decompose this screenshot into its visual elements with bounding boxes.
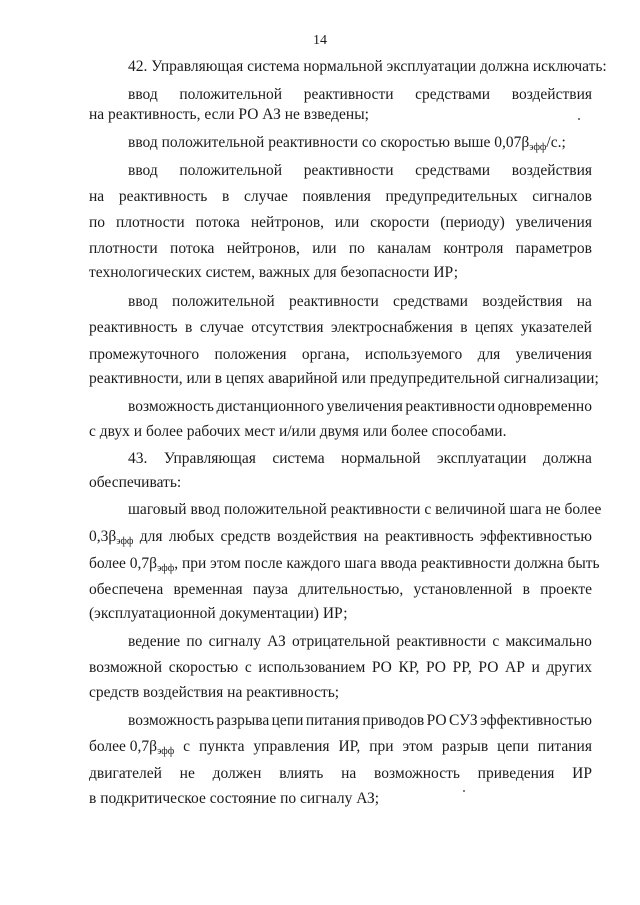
text-line bbox=[89, 737, 592, 762]
word: (эксплуатационной документации) ИР; bbox=[89, 605, 348, 622]
word: АЗ bbox=[267, 633, 286, 650]
word: влиять bbox=[279, 765, 324, 782]
text-line bbox=[128, 161, 592, 181]
word: РО bbox=[371, 659, 392, 676]
text-line bbox=[128, 85, 592, 105]
word: нормальной bbox=[341, 450, 421, 467]
text-line bbox=[89, 369, 599, 389]
text-line bbox=[89, 604, 348, 624]
word: использованием bbox=[258, 659, 366, 676]
word: других bbox=[546, 659, 592, 676]
text-line bbox=[128, 57, 607, 77]
word: РО bbox=[478, 659, 499, 676]
word: реактивность bbox=[385, 528, 474, 545]
text-line bbox=[128, 449, 592, 469]
word: на реактивность, если РО АЗ не взведены; bbox=[89, 106, 369, 123]
scan-speck bbox=[578, 118, 580, 120]
text-line bbox=[89, 764, 592, 784]
text-line bbox=[89, 658, 592, 678]
word: одновременно bbox=[497, 398, 592, 415]
word: для bbox=[477, 346, 501, 363]
word: отсутствия bbox=[251, 319, 324, 336]
text-line bbox=[89, 263, 458, 283]
word: увеличения bbox=[515, 214, 592, 231]
word: реактивности bbox=[303, 162, 394, 179]
word: с bbox=[183, 738, 191, 755]
word: проекте bbox=[540, 581, 592, 598]
text-line bbox=[89, 239, 592, 259]
word: средств воздействия на реактивность; bbox=[89, 684, 340, 701]
text-fragment: $0,3\beta_{эфф}$ bbox=[89, 528, 134, 547]
word: сигналов bbox=[532, 188, 592, 205]
word: пункта bbox=[198, 738, 245, 755]
word: воздействия bbox=[277, 528, 358, 545]
word: реактивности bbox=[288, 293, 379, 310]
word: эффективностью bbox=[480, 528, 592, 545]
word: положительной bbox=[171, 293, 275, 310]
subscript-eff: эфф bbox=[157, 563, 175, 574]
text-fragment: ввод положительной реактивности со скоростью выше 0,07β bbox=[128, 134, 530, 151]
text-line bbox=[128, 500, 601, 520]
word: воздействия bbox=[511, 86, 592, 103]
word: двигателей bbox=[89, 765, 162, 782]
word: дистанционного bbox=[216, 398, 325, 415]
word: с bbox=[244, 659, 252, 676]
word: разрыв bbox=[441, 738, 489, 755]
text-line bbox=[89, 213, 592, 233]
text-line bbox=[89, 105, 369, 125]
word: появления bbox=[302, 188, 371, 205]
word: положительной bbox=[179, 162, 283, 179]
word: КР, bbox=[398, 659, 420, 676]
word: контроля bbox=[443, 240, 504, 257]
word: шаговый ввод положительной реактивности с величиной шага не более bbox=[128, 501, 602, 518]
word: реактивности bbox=[303, 86, 394, 103]
word: электроснабжения bbox=[330, 319, 453, 336]
word: ввод bbox=[128, 86, 158, 103]
word: промежуточного bbox=[89, 346, 200, 363]
word: средствами bbox=[393, 293, 468, 310]
word: органа, bbox=[301, 346, 350, 363]
word: средствами bbox=[415, 86, 491, 103]
word: любых bbox=[168, 528, 215, 545]
word: реактивности bbox=[405, 398, 496, 415]
word: возможность bbox=[374, 765, 460, 782]
word: цепи bbox=[497, 738, 529, 755]
word: скорости bbox=[370, 214, 430, 231]
word: обеспечена bbox=[89, 581, 164, 598]
word: длительностью, bbox=[298, 581, 404, 598]
word: реактивность bbox=[89, 319, 178, 336]
word: управления bbox=[253, 738, 330, 755]
word: 43. bbox=[128, 450, 148, 467]
word: положительной bbox=[179, 86, 283, 103]
word: технологических систем, важных для безопасности ИР; bbox=[89, 264, 459, 281]
word: воздействия bbox=[511, 162, 592, 179]
word: нейтронов, bbox=[226, 240, 300, 257]
word: увеличения bbox=[326, 398, 403, 415]
word: случае bbox=[243, 188, 288, 205]
word: на bbox=[89, 188, 105, 205]
word: нейтронов, bbox=[250, 214, 325, 231]
word: возможной bbox=[89, 659, 163, 676]
word: установленной bbox=[413, 581, 513, 598]
word: возможность bbox=[128, 712, 214, 729]
word: питания bbox=[305, 712, 360, 729]
word: временная bbox=[173, 581, 243, 598]
word: приводов bbox=[362, 712, 425, 729]
word: по bbox=[89, 214, 106, 231]
word: потока bbox=[195, 214, 240, 231]
word: в bbox=[460, 319, 468, 336]
word: АР bbox=[505, 659, 525, 676]
word: возможность bbox=[128, 398, 214, 415]
word: 42. Управляющая система нормальной эксплуатации должна исключать: bbox=[128, 58, 607, 75]
word: ИР, bbox=[338, 738, 361, 755]
word: цепи bbox=[271, 712, 304, 729]
text-line bbox=[89, 554, 600, 579]
text-line bbox=[128, 133, 566, 158]
word: в bbox=[522, 581, 530, 598]
word: реактивность bbox=[118, 188, 208, 205]
text-line bbox=[89, 345, 592, 365]
word: обеспечивать: bbox=[89, 474, 182, 491]
word: средствами bbox=[415, 162, 491, 179]
word: разрыва bbox=[216, 712, 270, 729]
word: скоростью bbox=[168, 659, 239, 676]
text-line bbox=[128, 397, 592, 417]
word: при bbox=[369, 738, 394, 755]
text-line bbox=[89, 318, 592, 338]
word: должна bbox=[542, 450, 592, 467]
word: (периоду) bbox=[440, 214, 505, 231]
word: ведение bbox=[128, 633, 181, 650]
word: параметров bbox=[515, 240, 592, 257]
word: ввод bbox=[128, 293, 158, 310]
text-line bbox=[89, 527, 592, 552]
word: приведения bbox=[477, 765, 555, 782]
subscript-eff: эфф bbox=[116, 536, 134, 547]
word: этом bbox=[402, 738, 433, 755]
word: реактивности bbox=[396, 633, 487, 650]
word: ИР bbox=[572, 765, 592, 782]
word: или bbox=[312, 240, 337, 257]
word: отрицательной bbox=[291, 633, 391, 650]
text-fragment: , при этом после каждого шага ввода реактивности должна быть bbox=[174, 555, 600, 572]
word: предупредительных bbox=[385, 188, 518, 205]
word: средств bbox=[220, 528, 271, 545]
word: система bbox=[272, 450, 325, 467]
word: потока bbox=[170, 240, 215, 257]
word: используемого bbox=[364, 346, 463, 363]
word: случае bbox=[199, 319, 244, 336]
text-fragment: более 0,7β bbox=[89, 555, 158, 572]
text-line bbox=[128, 292, 592, 312]
text-fragment: /с.; bbox=[546, 134, 566, 151]
word: РО bbox=[426, 712, 447, 729]
text-line bbox=[89, 473, 181, 493]
word: ввод bbox=[128, 162, 158, 179]
text-fragment: более $0,7\beta_{эфф}$ bbox=[89, 738, 175, 757]
word: Управляющая bbox=[163, 450, 256, 467]
word: реактивности, или в цепях аварийной или предупредительной сигнализации; bbox=[89, 370, 599, 387]
word: эксплуатации bbox=[436, 450, 527, 467]
word: СУЗ bbox=[449, 712, 478, 729]
word: на bbox=[341, 765, 357, 782]
word: не bbox=[179, 765, 195, 782]
word: каналам bbox=[377, 240, 432, 257]
text-line bbox=[128, 632, 592, 652]
word: по bbox=[186, 633, 203, 650]
word: должен bbox=[212, 765, 262, 782]
word: для bbox=[139, 528, 163, 545]
text-line bbox=[89, 422, 506, 442]
text-line bbox=[89, 187, 592, 207]
text-line bbox=[89, 580, 592, 600]
word: сигналу bbox=[208, 633, 261, 650]
subscript-eff: эфф bbox=[529, 142, 547, 153]
word: на bbox=[363, 528, 379, 545]
word: максимально bbox=[505, 633, 592, 650]
word: плотности bbox=[115, 214, 185, 231]
page-number: 14 bbox=[313, 33, 327, 48]
word: на bbox=[576, 293, 592, 310]
word: эффективностью bbox=[480, 712, 592, 729]
word: в подкритическое состояние по сигналу АЗ; bbox=[89, 790, 380, 807]
word: положения bbox=[214, 346, 287, 363]
word: с bbox=[492, 633, 500, 650]
word: цепях bbox=[475, 319, 514, 336]
scan-speck bbox=[463, 790, 465, 792]
text-line bbox=[128, 711, 592, 731]
word: или bbox=[334, 214, 360, 231]
word: плотности bbox=[89, 240, 158, 257]
word: указателей bbox=[520, 319, 592, 336]
word: РО bbox=[426, 659, 447, 676]
text-line bbox=[89, 789, 379, 809]
word: увеличения bbox=[515, 346, 592, 363]
subscript-eff: эфф bbox=[157, 746, 175, 757]
word: и bbox=[531, 659, 540, 676]
word: РР, bbox=[452, 659, 472, 676]
text-line bbox=[89, 683, 339, 703]
word: воздействия bbox=[482, 293, 563, 310]
word: в bbox=[222, 188, 230, 205]
word: в bbox=[185, 319, 193, 336]
word: пауза bbox=[252, 581, 289, 598]
word: по bbox=[348, 240, 365, 257]
word: питания bbox=[537, 738, 592, 755]
word: с двух и более рабочих мест и/или двумя или более способами. bbox=[89, 423, 507, 440]
